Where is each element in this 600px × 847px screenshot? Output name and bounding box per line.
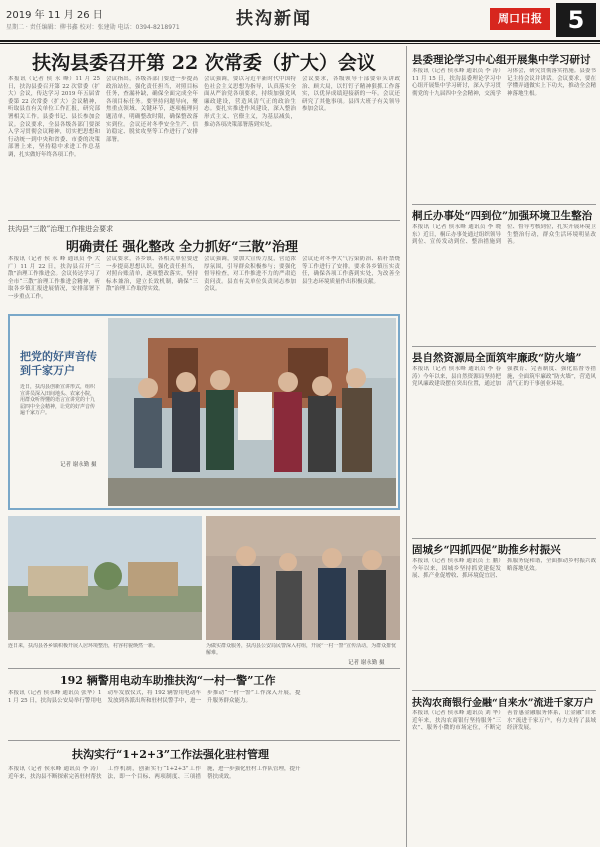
right-article-3: 本报讯（记者 侯永峰 通讯员 李 春 涛）今年以来，县自然资源局坚持把党风廉政建设摆在突出位置，通过加强教育、完善制度、强化监督等措施，全面筑牢廉政“防火墙”，营造风清气正的干事创业环境。 xyxy=(412,366,596,388)
group-reading-photo xyxy=(108,318,396,506)
lead-column-3: 会议强调，要以习近平新时代中国特色社会主义思想为指导，认真落实全面从严治党各项要求，持续加强党风廉政建设，营造风清气正的政治生态。要扎实推进作风建设，深入整治形式主义、官僚主义，为基层减负，推动各项决策部署落到实处。 xyxy=(204,76,296,128)
divider xyxy=(412,346,596,347)
header-rule xyxy=(0,40,600,42)
right-headline-1: 县委理论学习中心组开展集中学习研讨 xyxy=(412,54,591,66)
police-article-body: 本报讯（记者 侯永峰 通讯员 张华）11 月 25 日，扶沟县公安局举行警用电动车发放仪式，将 192 辆警用电动车发放到各派出所和驻村民警手中，进一步推动“一村一警”工作深入开展，提升服务群众能力。 xyxy=(8,690,301,704)
photo-feature-caption: 近日，扶沟县创新宣讲形式，组织宣讲员深入田间地头、农家小院，用群众听得懂的语言宣讲党的十九届四中全会精神，让党的好声音传遍千家万户。 xyxy=(20,384,96,416)
right-headline-3: 县自然资源局全面筑牢廉政“防火墙” xyxy=(412,352,582,364)
lead-column-4: 会议要求，各级领导干部要带头讲政治、顾大局，以钉钉子精神狠抓工作落实，以优异成绩迎接新的一年。会议还研究了其他事项。县四大班子有关领导参加会议。 xyxy=(302,76,400,113)
article-column-3: 会议强调，要加大宣传力度，营造浓厚氛围，引导群众积极参与；要强化督导检查，对工作推进不力的严肃追责问责。县直有关单位负责同志参加会议。 xyxy=(204,256,296,293)
police-outreach-photo xyxy=(206,516,400,640)
right-headline-2: 桐丘办事处“四到位”加强环境卫生整治 xyxy=(412,210,593,222)
park-photo-caption: 连日来，扶沟县各乡镇积极开展人居环境整治，村容村貌焕然一新。 xyxy=(8,643,159,649)
divider xyxy=(8,740,400,741)
header-rule-thin xyxy=(0,43,600,44)
divider xyxy=(412,204,596,205)
divider xyxy=(412,538,596,539)
right-article-5: 本报讯（记者 侯永峰 通讯员 刘 华）近年来，扶沟农商银行坚持服务“三农”、服务小微的市场定位，不断完善普惠金融服务体系，让金融“自来水”流进千家万户，有力支持了县域经济发展。 xyxy=(412,710,596,732)
right-article-2: 本报讯（记者 侯永峰 通讯员 李 晓 东）近日，桐丘办事处通过组织领导到位、宣传发动到位、整治措施到位、督导考核到位，扎实开展环境卫生整治行动，群众生活环境明显改善。 xyxy=(412,224,596,246)
right-headline-5: 扶沟农商银行金融“自来水”流进千家万户 xyxy=(412,698,594,709)
photo-credit: 记者 谢永勤 摄 xyxy=(348,660,385,666)
practice-headline: 扶沟实行“1+2+3”工作法强化驻村管理 xyxy=(72,748,270,761)
article-column-4: 会议还对冬季大气污染防治、秸秆禁烧等工作进行了安排。要求各乡镇压实责任，确保各项工作落到实处，为改善全县生态环境质量作出积极贡献。 xyxy=(302,256,400,285)
right-article-1: 本报讯（记者 侯永峰 通讯员 李 涛）11 月 15 日，扶沟县委理论学习中心组开展集中学习研讨，深入学习贯彻党的十九届四中全会精神，交流学习体会，研究贯彻落实措施。县委书记主持会议并讲话。会议要求，要在学懂弄通做实上下功夫，推动全会精神落地生根。 xyxy=(412,68,596,97)
article-column-2: 会议要求，各乡镇、各相关单位要进一步提高思想认识，强化责任担当，对照台账清单，逐项整改落实，坚持标本兼治，建立长效机制，确保“三散”治理工作取得实效。 xyxy=(106,256,198,293)
right-headline-4: 固城乡“四抓四促”助推乡村振兴 xyxy=(412,544,561,556)
police-headline: 192 辆警用电动车助推扶沟“一村一警”工作 xyxy=(60,674,276,687)
newspaper-logo: 周口日报 xyxy=(490,8,550,30)
issue-date: 2019 年 11 月 26 日 xyxy=(6,10,103,21)
right-article-4: 本报讯（记者 侯永峰 通讯员 王 鹏）今年以来，固城乡坚持抓党建促发展、抓产业促增收、抓环境促宜居、抓服务促和谐，全面推动乡村振兴战略落地见效。 xyxy=(412,558,596,580)
masthead xyxy=(0,0,600,40)
column-divider xyxy=(406,46,407,847)
lead-column-2: 会议指出，各级各部门要进一步提高政治站位，强化责任担当，对照目标任务，查漏补缺，确保全面完成全年各项目标任务。要坚持问题导向，聚焦重点领域、关键环节，逐项梳理问题清单，明确整改时限，确保整改落实到位。会议还对冬季安全生产、信访稳定、脱贫攻坚等工作进行了安排部署。 xyxy=(106,76,198,143)
divider xyxy=(412,690,596,691)
article-column-1: 本报讯（记者 侯 永 峰 通讯员 李 大 广）11 月 22 日，扶沟县召开“三散”治理工作推进会。会议传达学习了全市“三散”治理工作推进会精神，听取各乡镇汇报进展情况，安排部署下一步重点工作。 xyxy=(8,256,100,300)
article-headline: 明确责任 强化整改 全力抓好“三散”治理 xyxy=(66,240,299,255)
park-photo xyxy=(8,516,202,640)
police-photo-caption: 为做实群众服务，扶沟县公安局民警深入村组，开展“一村一警”宣传活动，为群众排忧解难。 xyxy=(206,643,397,656)
photo-credit: 记者 谢永勤 摄 xyxy=(60,462,97,468)
article-kicker: 扶沟县“三散”治理工作推进会要求 xyxy=(8,225,114,233)
lead-headline: 扶沟县委召开第 22 次常委（扩大）会议 xyxy=(32,52,376,74)
photo-feature-title: 把党的好声音传到千家万户 xyxy=(20,350,97,377)
page-number: 5 xyxy=(556,3,596,37)
practice-article-body: 本报讯（记者 侯永峰 通讯员 李 涛）近年来，扶沟县不断探索完善驻村帮扶工作机制，创新实行“1+2+3”工作法，即一个目标、两项制度、三项措施，进一步强化驻村工作队管理，提升帮扶成效。 xyxy=(8,766,301,780)
divider xyxy=(8,668,400,669)
section-title: 扶沟新闻 xyxy=(236,9,312,29)
editor-info: 星期二 · 责任编辑：柳书鑫 校对：张建勋 电话：0394-8218971 xyxy=(6,24,180,31)
lead-column-1: 本报讯（记者 侯 永 峰）11 月 25 日，扶沟县委召开第 22 次常委（扩大）会议，传达学习 2019 年五届省委第 22 次常委（扩大）会议精神，听取县直有关单位工作汇报，研究部署相关工作。县委书记、县长参加会议。会议要求，全县各级各部门要深入学习贯彻会议精神，切实把思想和行动统一到中央和省委、市委的决策部署上来，坚持稳中求进工作总基调，扎实做好年终各项工作。 xyxy=(8,76,100,158)
divider xyxy=(8,220,400,221)
